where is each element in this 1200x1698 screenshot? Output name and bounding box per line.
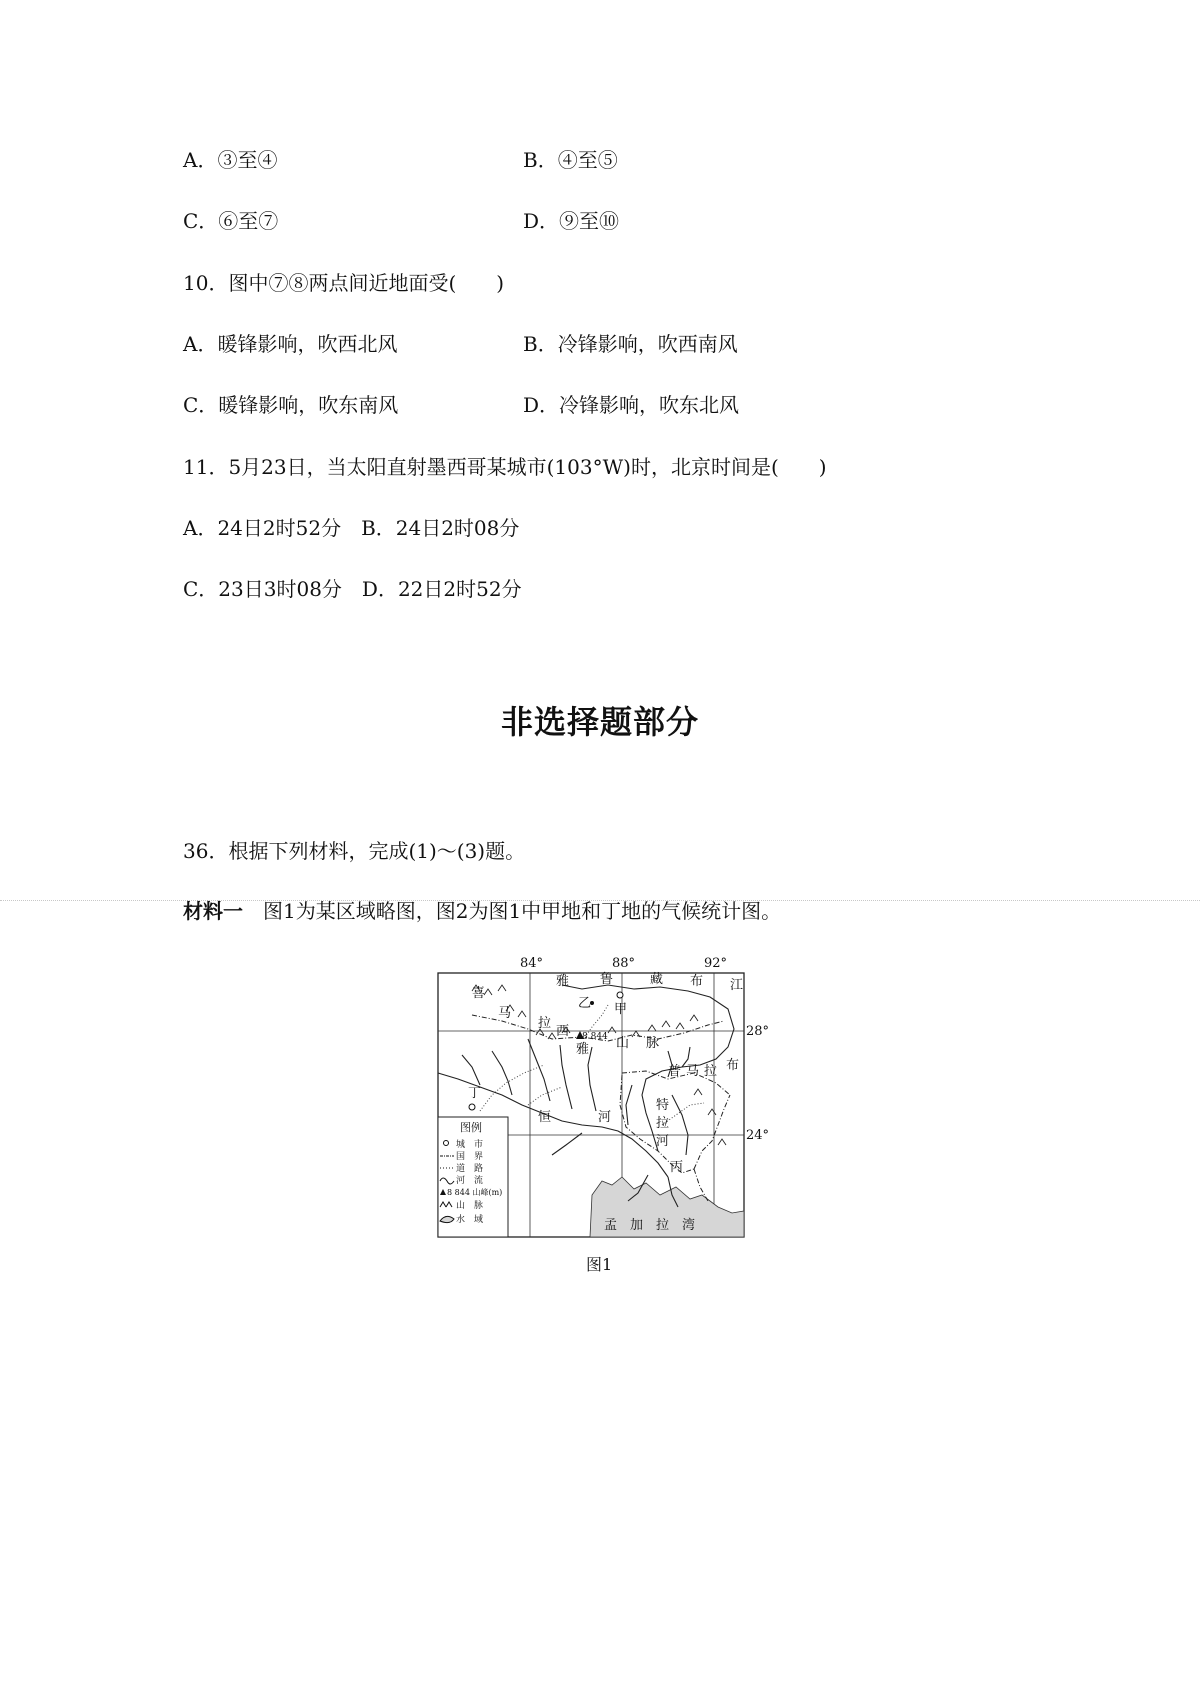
legend-river: 河 流: [456, 1176, 484, 1186]
national-borders: [472, 1015, 730, 1201]
label-la-2: 拉: [704, 1064, 718, 1079]
q9-option-d: D．⑨至⑩: [523, 209, 620, 233]
legend-mountain: 山 脉: [456, 1201, 484, 1211]
lat-label-24: 24°: [746, 1128, 770, 1143]
label-la-3: 拉: [656, 1116, 670, 1131]
lon-label-92: 92°: [704, 956, 728, 971]
label-mai: 脉: [646, 1036, 660, 1051]
lat-label-28: 28°: [746, 1024, 770, 1039]
label-bu-2: 布: [726, 1058, 740, 1073]
q10-option-b: B．冷锋影响，吹西南风: [523, 332, 738, 356]
city-jia-icon: [617, 992, 623, 998]
lon-label-88: 88°: [612, 956, 636, 971]
q10-option-a: A．暖锋影响，吹西北风: [183, 332, 398, 356]
legend-water: 水 域: [456, 1215, 484, 1225]
q9-option-a: A．③至④: [183, 148, 278, 172]
label-lu: 鲁: [600, 972, 614, 987]
label-he-2: 河: [656, 1134, 670, 1149]
label-he-1: 河: [598, 1110, 612, 1125]
material-label: 材料一: [183, 899, 243, 923]
q36-material: [183, 898, 781, 924]
q36-stem: 36．根据下列材料，完成(1)～(3)题。: [183, 839, 526, 863]
legend-peak: 8 844 山峰(m): [447, 1188, 503, 1197]
map-legend: [438, 1117, 508, 1237]
legend-border: 国 界: [456, 1152, 484, 1162]
q11-stem: 11．5月23日，当太阳直射墨西哥某城市(103°W)时，北京时间是( ): [183, 455, 827, 479]
city-ding-icon: [469, 1104, 475, 1110]
q9-option-b: B．④至⑤: [523, 148, 618, 172]
legend-city: 城 市: [456, 1140, 484, 1150]
label-bing: 丙: [670, 1160, 684, 1175]
q10-option-d: D．冷锋影响，吹东北风: [523, 393, 740, 417]
q9-option-c: C．⑥至⑦: [183, 209, 279, 233]
label-jia: 甲: [614, 1002, 628, 1017]
label-peak: 8 844: [582, 1032, 608, 1042]
label-ya-2: 雅: [576, 1042, 590, 1057]
label-xi-2: 西: [556, 1024, 570, 1039]
label-ma-2: 马: [686, 1064, 700, 1079]
lon-label-84: 84°: [520, 956, 544, 971]
label-te: 特: [656, 1098, 670, 1113]
q10-option-c: C．暖锋影响，吹东南风: [183, 393, 399, 417]
legend-city-icon: [444, 1141, 449, 1146]
label-shan: 山: [616, 1036, 630, 1051]
section-title: 非选择题部分: [500, 703, 699, 741]
label-zang: 藏: [650, 972, 664, 987]
figure-caption: 图1: [586, 1255, 613, 1274]
label-heng: 恒: [538, 1110, 552, 1125]
material-text: 图1为某区域略图，图2为图1中甲地和丁地的气候统计图。: [243, 899, 782, 923]
q10-stem: 10．图中⑦⑧两点间近地面受( ): [183, 271, 505, 295]
q11-options-cd: C．23日3时08分 D．22日2时52分: [183, 577, 522, 601]
label-jiang: 江: [730, 978, 744, 993]
label-xi: 喜: [472, 986, 486, 1001]
label-ding: 丁: [468, 1086, 482, 1101]
label-bay-of-bengal: 孟 加 拉 湾: [604, 1218, 696, 1233]
region-map-figure: [432, 955, 770, 1241]
label-la-1: 拉: [538, 1016, 552, 1031]
label-yi: 乙: [578, 996, 592, 1011]
label-ya-1: 雅: [556, 974, 570, 989]
legend-road: 道 路: [456, 1164, 484, 1174]
label-ma: 马: [498, 1006, 512, 1021]
legend-title: 图例: [460, 1121, 482, 1134]
label-pu: 普: [668, 1064, 682, 1079]
label-bu-1: 布: [690, 974, 704, 989]
q11-options-ab: A．24日2时52分 B．24日2时08分: [183, 516, 520, 540]
